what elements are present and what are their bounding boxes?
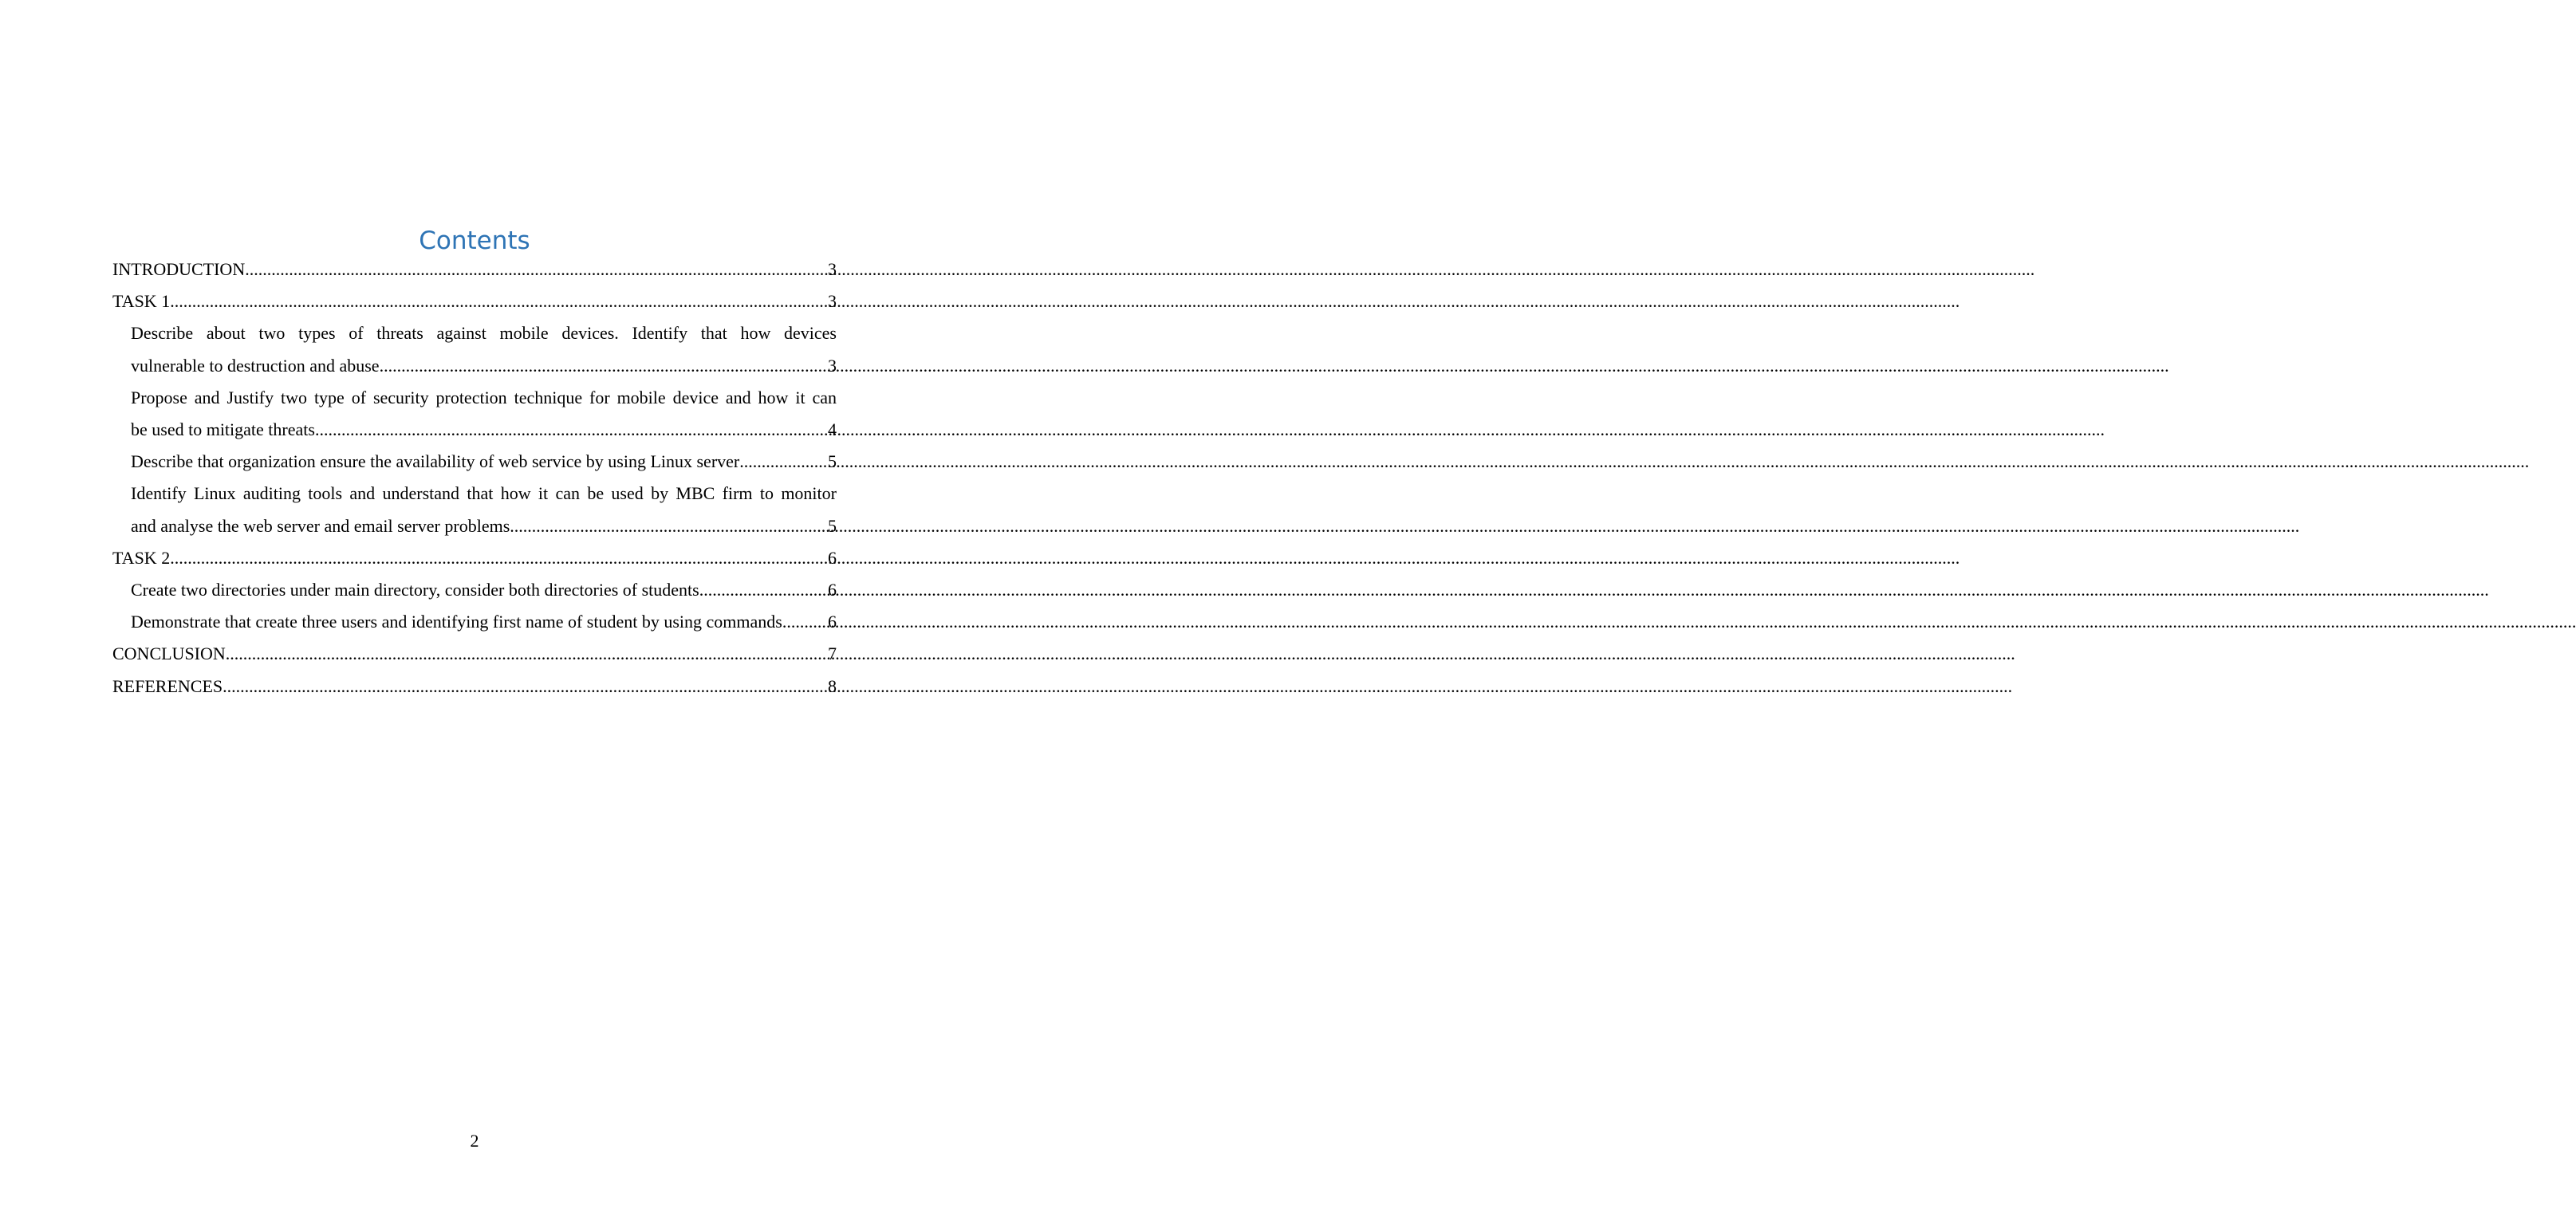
dot-leader <box>786 606 826 638</box>
dot-leader <box>226 638 826 670</box>
table-of-contents <box>112 254 837 703</box>
toc-entry[interactable] <box>112 638 837 670</box>
toc-entry-text: vulnerable to destruction and abuse <box>131 355 380 376</box>
toc-entry[interactable] <box>112 285 837 317</box>
toc-entry-page-number: 3 <box>828 259 837 279</box>
toc-entry-text: Describe that organization ensure the availability of web service by using Linux server <box>131 451 740 472</box>
toc-entry[interactable] <box>112 542 837 574</box>
toc-entry-text-first-line: Describe about two types of threats against mobile devices. Identify that how devices <box>131 323 837 344</box>
toc-entry[interactable] <box>112 671 837 703</box>
toc-entry-page-number: 3 <box>828 291 837 312</box>
toc-entry-page-number: 7 <box>828 644 837 664</box>
toc-title: Contents <box>419 226 530 255</box>
dot-leader <box>739 446 826 478</box>
toc-entry[interactable] <box>112 606 837 638</box>
toc-entry-text: TASK 2 <box>112 547 171 568</box>
dot-leader <box>315 414 826 446</box>
dot-leader <box>380 350 826 382</box>
toc-entry-text: TASK 1 <box>112 291 171 312</box>
toc-entry-page-number: 6 <box>828 612 837 632</box>
toc-entry-text-first-line: Propose and Justify two type of security protection technique for mobile device and how it can <box>131 387 837 407</box>
toc-entry[interactable] <box>112 574 837 606</box>
toc-entry-text: REFERENCES <box>112 675 223 696</box>
toc-entry-page-number: 6 <box>828 547 837 568</box>
toc-entry-text: and analyse the web server and email server problems <box>131 515 510 536</box>
toc-entry-page-number: 4 <box>828 419 837 440</box>
toc-entry-text: be used to mitigate threats <box>131 419 315 440</box>
toc-entry[interactable] <box>112 382 837 446</box>
dot-leader <box>170 542 826 574</box>
toc-entry[interactable] <box>112 478 837 541</box>
toc-entry[interactable] <box>112 317 837 381</box>
toc-entry-page-number: 3 <box>828 355 837 376</box>
toc-entry-page-number: 8 <box>828 675 837 696</box>
toc-entry[interactable] <box>112 254 837 285</box>
toc-entry-page-number: 6 <box>828 580 837 600</box>
toc-entry-text: Create two directories under main directory, consider both directories of students <box>131 580 699 600</box>
toc-entry-text-first-line: Identify Linux auditing tools and understand that how it can be used by MBC firm to monitor <box>131 483 837 504</box>
dot-leader <box>170 285 826 317</box>
toc-entry[interactable] <box>112 446 837 478</box>
toc-entry-text: Demonstrate that create three users and identifying first name of student by using commands. <box>131 612 787 632</box>
toc-entry-page-number: 5 <box>828 451 837 472</box>
dot-leader <box>510 510 826 542</box>
toc-entry-text: CONCLUSION <box>112 644 226 664</box>
toc-entry-page-number: 5 <box>828 515 837 536</box>
toc-entry-text: INTRODUCTION <box>112 259 246 279</box>
page-number: 2 <box>470 1131 479 1151</box>
dot-leader <box>223 671 826 703</box>
dot-leader <box>245 254 826 285</box>
dot-leader <box>699 574 826 606</box>
